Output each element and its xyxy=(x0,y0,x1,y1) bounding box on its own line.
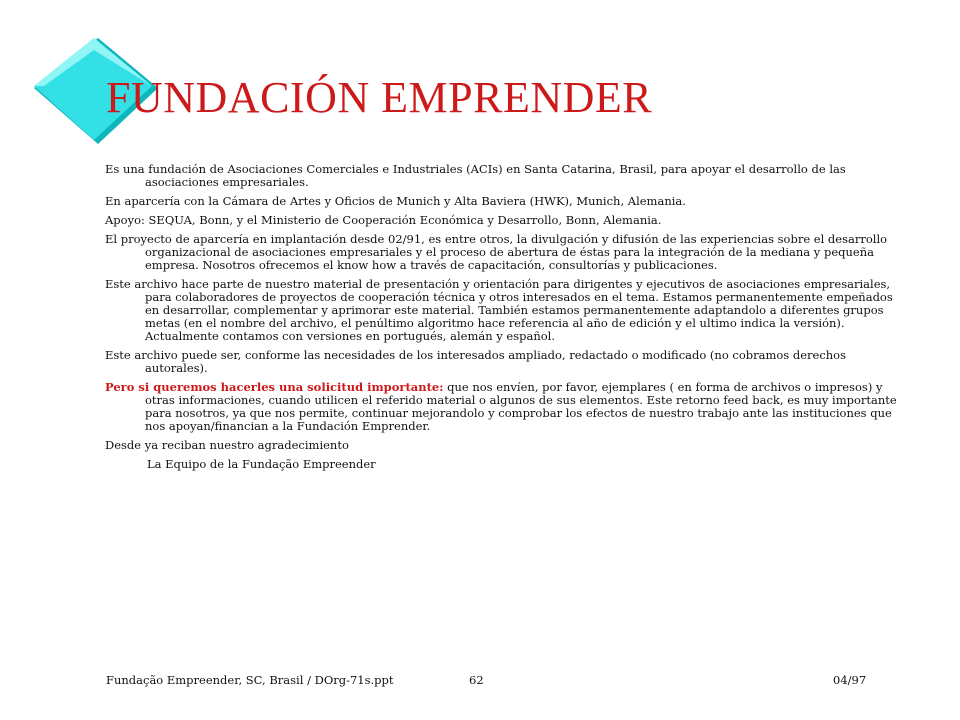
footer-page-number: 62 xyxy=(469,673,484,687)
paragraph-partnership: En aparcería con la Cámara de Artes y Oficios de Munich y Alta Baviera (HWK), Munich, Alemania. xyxy=(105,194,686,208)
paragraph-project: El proyecto de aparcería en implantación desde 02/91, es entre otros, la divulgación y difusión de las experiencias sobre el desarrollo organizacional de asociaciones empresariales y el proceso de abertura de éstas para la integración de la mediana y pequeña empresa. Nosotros ofrecemos el know how a través de capacitación, consultorías y publicaciones. xyxy=(105,232,888,272)
slide-body xyxy=(105,163,905,477)
footer-source: Fundação Empreender, SC, Brasil / DOrg-71s.ppt xyxy=(106,673,394,687)
paragraph-rights: Este archivo puede ser, conforme las necesidades de los interesados ampliado, redactado o modificado (no cobramos derechos autorales). xyxy=(105,348,847,375)
paragraph-signature: La Equipo de la Fundação Empreender xyxy=(147,457,376,471)
footer-date: 04/97 xyxy=(833,673,867,687)
paragraph-support: Apoyo: SEQUA, Bonn, y el Ministerio de Cooperación Económica y Desarrollo, Bonn, Alemania. xyxy=(105,213,662,227)
paragraph-material: Este archivo hace parte de nuestro material de presentación y orientación para dirigentes y ejecutivos de asociaciones empresariales, para colaboradores de proyectos de cooperación técnica y otros interesados en el tema. Estamos permanentemente empeñados en desarrollar, complementar y aprimorar este material. También estamos permanentemente adaptandolo a diferentes grupos metas (en el nombre del archivo, el penúltimo algoritmo hace referencia al año de edición y el ultimo indica la versión). Actualmente contamos con versiones en portugués, alemán y español. xyxy=(105,277,893,343)
paragraph-thanks: Desde ya reciban nuestro agradecimiento xyxy=(105,438,349,452)
request-text: que nos envíen, por favor, ejemplares ( en forma de archivos o impresos) y otras informaciones, cuando utilicen el referido material o algunos de sus elementos. Este retorno feed back, es muy importante para nosotros, ya que nos permite, continuar mejorandolo y comprobar los efectos de nuestro trabajo ante las instituciones que nos apoyan/financian a la Fundación Emprender. xyxy=(145,380,897,433)
slide-title: FUNDACIÓN EMPRENDER xyxy=(106,73,653,122)
request-highlight: Pero si queremos hacerles una solicitud importante: xyxy=(105,380,444,394)
paragraph-intro: Es una fundación de Asociaciones Comerciales e Industriales (ACIs) en Santa Catarina, Brasil, para apoyar el desarrollo de las asociaciones empresariales. xyxy=(105,162,846,189)
paragraph-request xyxy=(105,381,905,433)
